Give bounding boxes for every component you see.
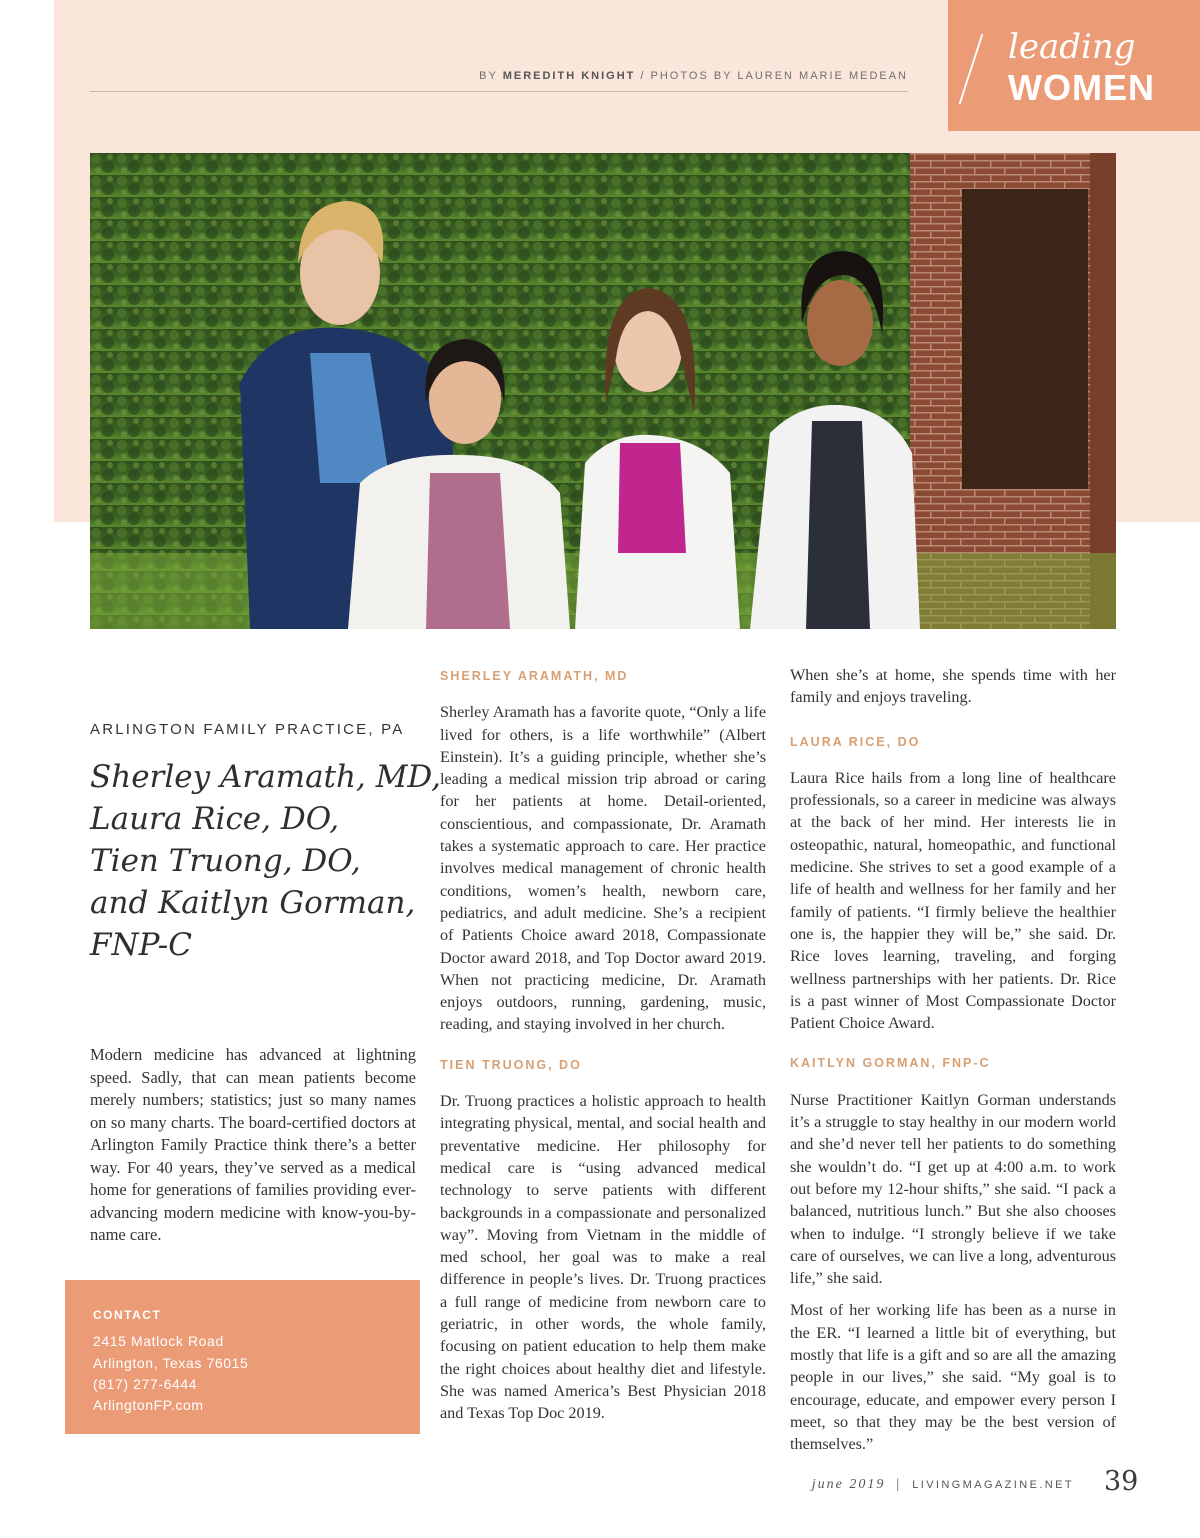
subhead-aramath: SHERLEY ARAMATH, MD bbox=[440, 669, 629, 683]
contact-city: Arlington, Texas 76015 bbox=[93, 1355, 249, 1371]
contact-website[interactable]: ArlingtonFP.com bbox=[93, 1397, 204, 1413]
issue-date: june 2019 bbox=[811, 1477, 886, 1492]
aramath-body: Sherley Aramath has a favorite quote, “Only a life lived for others, is a life worthwhile” (Albert Einstein). It’s a guiding principle, whether she’s leading a medical mission trip abroad or caring for her patients at home. Detail-oriented, conscientious, and compassionate, Dr. Aramath takes a systematic approach to care. Her practice involves medical management of chronic health conditions, women’s health, newborn care, pediatrics, and adult medicine. She’s a recipient of Patients Choice award 2018, Compassionate Doctor award 2018, and Top Doctor award 2019. When not practicing medicine, Dr. Aramath enjoys outdoors, running, gardening, music, reading, and staying involved in her church. bbox=[440, 703, 766, 1034]
section-title-women: WOMEN bbox=[1008, 67, 1155, 108]
truong-body: Dr. Truong practices a holistic approach to health integrating physical, mental, and social health and preventative medicine. Her philosophy for medical care is “using advanced medical technology to serve patients with different backgrounds in a compassionate and personalized way”. Moving from Vietnam in the middle of med school, her goal was to make a real difference in people’s lives. Dr. Truong practices a full range of medicine from newborn care to geriatric, in other words, the whole family, focusing on patient education to help them make the right choices about healthy diet and lifestyle. She was named America’s Best Physician 2018 and Texas Top Doc 2019. bbox=[440, 1092, 766, 1423]
byline-author: MEREDITH KNIGHT bbox=[502, 70, 636, 82]
headline bbox=[90, 756, 442, 966]
headline-line: Sherley Aramath, MD, bbox=[90, 759, 442, 795]
page-footer bbox=[812, 1477, 1074, 1493]
section-title-leading: leading bbox=[1008, 27, 1136, 67]
footer-separator: | bbox=[896, 1477, 902, 1492]
byline-rule bbox=[90, 91, 908, 92]
aramath-continued: When she’s at home, she spends time with her family and enjoys traveling. bbox=[790, 666, 1116, 707]
article-column-right bbox=[790, 664, 1116, 1466]
subhead-rice: LAURA RICE, DO bbox=[790, 734, 921, 749]
rice-body: Laura Rice hails from a long line of healthcare professionals, so a career in medicine was always at the back of her mind. Her interests lie in osteopathic, natural, homeopathic, and functional medicine. She strives to set a good example of a life of health and wellness for her family and her family of patients. “I firmly believe the healthier one is, the happier they will be,” she said. Dr. Rice loves learning, traveling, and forging wellness partnerships with her patients. Dr. Rice is a past winner of Most Compassionate Doctor Patient Choice Award. bbox=[790, 768, 1116, 1033]
group-photo bbox=[90, 153, 1116, 629]
contact-box bbox=[65, 1280, 420, 1434]
headline-line: and Kaitlyn Gorman, bbox=[90, 885, 416, 921]
headline-line: Tien Truong, DO, bbox=[90, 843, 361, 879]
subhead-truong: TIEN TRUONG, DO bbox=[440, 1057, 582, 1072]
article-column-middle bbox=[440, 665, 766, 1435]
group-photo-illustration bbox=[90, 153, 1116, 629]
contact-label: CONTACT bbox=[93, 1308, 162, 1322]
gorman-body-2: Most of her working life has been as a nurse in the ER. “I learned a little bit of everything, but mostly that life is a gift and so are all the amazing people in our lives,” she said. “My goal is to encourage, educate, and empower every person I meet, so that they may be the best version of themselves.” bbox=[790, 1301, 1116, 1454]
byline-photos: / PHOTOS BY LAUREN MARIE MEDEAN bbox=[635, 70, 908, 82]
headline-line: FNP-C bbox=[90, 927, 192, 963]
practice-name: ARLINGTON FAMILY PRACTICE, PA bbox=[90, 721, 405, 738]
byline bbox=[479, 70, 908, 82]
gorman-body-1: Nurse Practitioner Kaitlyn Gorman understands it’s a struggle to stay healthy in our modern world and she’d never tell her patients to do something she wouldn’t do. “I get up at 4:00 a.m. to work out before my 12-hour shifts,” she said. “I pack a balanced, nutritious lunch.” But she also chooses when to indulge. “I strongly believe if we take care of ourselves, we can live a long, adventurous life,” she said. bbox=[790, 1090, 1116, 1288]
headline-line: Laura Rice, DO, bbox=[90, 801, 340, 837]
magazine-site[interactable]: LIVINGMAGAZINE.NET bbox=[912, 1479, 1074, 1491]
contact-phone[interactable]: (817) 277-6444 bbox=[93, 1376, 198, 1392]
byline-prefix: BY bbox=[479, 70, 503, 82]
page-number: 39 bbox=[1104, 1466, 1139, 1497]
subhead-gorman: KAITLYN GORMAN, FNP-C bbox=[790, 1056, 991, 1071]
intro-paragraph: Modern medicine has advanced at lightning speed. Sadly, that can mean patients become merely numbers; statistics; just so many names on so many charts. The board-certified doctors at Arlington Family Practice think there’s a better way. For 40 years, they’ve served as a medical home for generations of families providing ever-advancing modern medicine with know-you-by-name care. bbox=[90, 1045, 416, 1244]
contact-address: 2415 Matlock Road bbox=[93, 1333, 224, 1349]
